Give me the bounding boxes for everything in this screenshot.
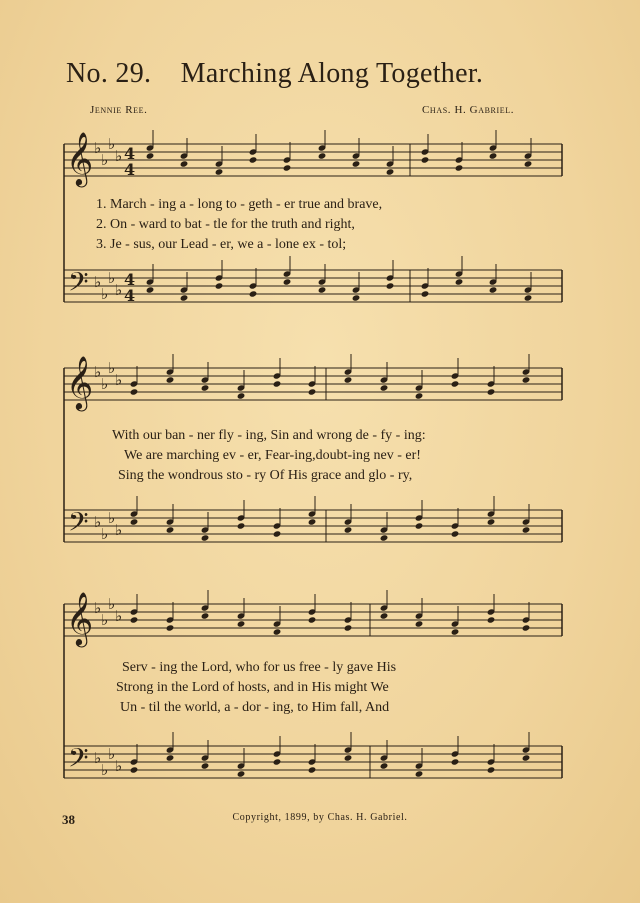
note-head [524, 294, 533, 301]
note-head [249, 156, 258, 163]
lyric-line: Serv - ing the Lord, who for us free - ly gave His [122, 660, 397, 675]
bass-clef-icon: 𝄢 [68, 742, 89, 780]
note-head [180, 294, 189, 301]
note-head [215, 168, 224, 175]
flat-sign-icon: ♭ [94, 513, 102, 531]
note-head [130, 518, 139, 525]
flat-sign-icon: ♭ [115, 371, 123, 389]
note-head [455, 164, 464, 171]
note-head [386, 168, 395, 175]
note-head [380, 612, 389, 619]
flat-sign-icon: ♭ [101, 611, 109, 629]
note-head [273, 758, 282, 765]
note-head [201, 534, 210, 541]
note-head [180, 160, 189, 167]
lyric-line: 1. March - ing a - long to - geth - er true and brave, [96, 197, 383, 212]
note-head [487, 616, 496, 623]
note-head [352, 160, 361, 167]
lyric-line: Sing the wondrous sto - ry Of His grace and glo - ry, [118, 468, 413, 483]
note-head [522, 754, 531, 761]
note-head [344, 754, 353, 761]
note-head [130, 616, 139, 623]
lyric-line: Un - til the world, a - dor - ing, to Him fall, And [120, 700, 390, 715]
note-head [489, 152, 498, 159]
bass-clef-icon: 𝄢 [68, 506, 89, 544]
note-head [451, 380, 460, 387]
note-head [237, 620, 246, 627]
note-head [451, 530, 460, 537]
note-head [487, 766, 496, 773]
note-head [489, 286, 498, 293]
note-head [237, 392, 246, 399]
note-head [386, 282, 395, 289]
note-head [415, 770, 424, 777]
flat-sign-icon: ♭ [94, 749, 102, 767]
flat-sign-icon: ♭ [101, 151, 109, 169]
note-head [344, 526, 353, 533]
flat-sign-icon: ♭ [115, 757, 123, 775]
note-head [166, 754, 175, 761]
note-head [522, 624, 531, 631]
time-signature: 4 [124, 144, 136, 163]
note-head [201, 762, 210, 769]
flat-sign-icon: ♭ [101, 525, 109, 543]
note-head [380, 534, 389, 541]
note-head [308, 766, 317, 773]
note-head [249, 290, 258, 297]
note-head [380, 384, 389, 391]
note-head [344, 624, 353, 631]
note-head [146, 286, 155, 293]
note-head [215, 282, 224, 289]
note-head [421, 156, 430, 163]
note-head [352, 294, 361, 301]
treble-clef-icon: 𝄞 [66, 591, 94, 645]
note-head [487, 518, 496, 525]
treble-clef-icon: 𝄞 [66, 131, 94, 185]
note-head [318, 286, 327, 293]
note-head [451, 628, 460, 635]
note-head [522, 376, 531, 383]
flat-sign-icon: ♭ [94, 139, 102, 157]
note-head [237, 770, 246, 777]
flat-sign-icon: ♭ [115, 281, 123, 299]
lyric-line: 2. On - ward to bat - tle for the truth and right, [96, 217, 355, 232]
note-head [524, 160, 533, 167]
note-head [166, 376, 175, 383]
note-head [522, 526, 531, 533]
note-head [415, 392, 424, 399]
copyright-notice: Copyright, 1899, by Chas. H. Gabriel. [232, 812, 408, 823]
flat-sign-icon: ♭ [108, 135, 116, 153]
note-head [415, 522, 424, 529]
flat-sign-icon: ♭ [108, 509, 116, 527]
flat-sign-icon: ♭ [115, 147, 123, 165]
flat-sign-icon: ♭ [101, 285, 109, 303]
note-head [166, 624, 175, 631]
flat-sign-icon: ♭ [94, 363, 102, 381]
note-head [318, 152, 327, 159]
page-number: 38 [62, 812, 75, 827]
note-head [273, 628, 282, 635]
composer-credit: Chas. H. Gabriel. [422, 104, 515, 116]
hymn-name: Marching Along Together. [180, 58, 484, 89]
note-head [201, 612, 210, 619]
lyric-line: With our ban - ner fly - ing, Sin and wrong de - fy - ing: [112, 428, 426, 443]
hymn-number: No. 29. [66, 58, 152, 89]
note-head [166, 526, 175, 533]
note-head [201, 384, 210, 391]
note-head [146, 152, 155, 159]
flat-sign-icon: ♭ [115, 521, 123, 539]
note-head [130, 766, 139, 773]
time-signature: 4 [124, 270, 136, 289]
flat-sign-icon: ♭ [101, 375, 109, 393]
flat-sign-icon: ♭ [94, 599, 102, 617]
flat-sign-icon: ♭ [108, 359, 116, 377]
note-head [130, 388, 139, 395]
time-signature: 4 [124, 160, 136, 179]
flat-sign-icon: ♭ [108, 745, 116, 763]
lyric-line: 3. Je - sus, our Lead - er, we a - lone ex - tol; [96, 237, 347, 252]
note-head [380, 762, 389, 769]
note-head [283, 164, 292, 171]
note-head [487, 388, 496, 395]
treble-clef-icon: 𝄞 [66, 355, 94, 409]
note-head [308, 518, 317, 525]
note-head [273, 380, 282, 387]
note-head [344, 376, 353, 383]
flat-sign-icon: ♭ [108, 269, 116, 287]
note-head [237, 522, 246, 529]
note-head [308, 388, 317, 395]
note-head [455, 278, 464, 285]
flat-sign-icon: ♭ [108, 595, 116, 613]
lyric-line: Strong in the Lord of hosts, and in His might We [116, 680, 389, 695]
time-signature: 4 [124, 286, 136, 305]
note-head [421, 290, 430, 297]
flat-sign-icon: ♭ [101, 761, 109, 779]
bass-clef-icon: 𝄢 [68, 266, 89, 304]
lyricist-credit: Jennie Ree. [90, 104, 148, 116]
note-head [273, 530, 282, 537]
note-head [283, 278, 292, 285]
note-head [308, 616, 317, 623]
note-head [451, 758, 460, 765]
note-head [415, 620, 424, 627]
flat-sign-icon: ♭ [115, 607, 123, 625]
lyric-line: We are marching ev - er, Fear-ing,doubt-ing nev - er! [124, 448, 421, 463]
flat-sign-icon: ♭ [94, 273, 102, 291]
